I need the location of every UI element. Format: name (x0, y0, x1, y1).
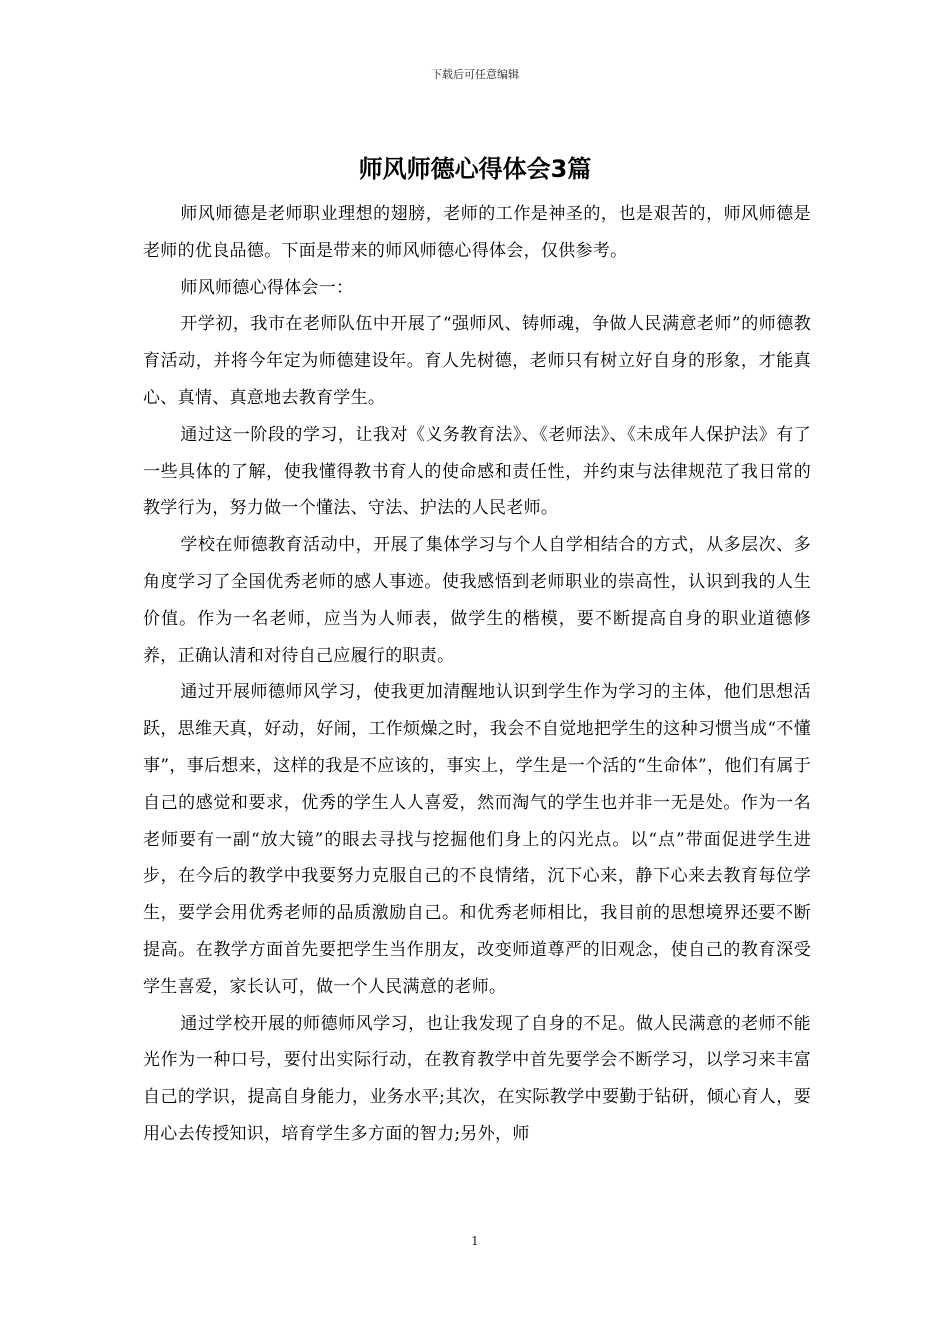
paragraph: 通过学校开展的师德师风学习，也让我发现了自身的不足。做人民满意的老师不能光作为一种口号，要付出实际行动，在教育教学中首先要学会不断学习，以学习来丰富自己的学识，提高自身能力，业务水平;其次，在实际教学中要勤于钻研，倾心育人，要用心去传授知识，培育学生多方面的智力;另外，师 (143, 1013, 811, 1144)
paragraph: 通过开展师德师风学习，使我更加清醒地认识到学生作为学习的主体，他们思想活跃，思维天真，好动，好闹，工作烦燥之时，我会不自觉地把学生的这种习惯当成“不懂事”，事后想来，这样的我是不应该的，事实上，学生是一个活的“生命体”，他们有属于自己的感觉和要求，优秀的学生人人喜爱，然而淘气的学生也并非一无是处。作为一名老师要有一副“放大镜”的眼去寻找与挖掘他们身上的闪光点。以“点”带面促进学生进步，在今后的教学中我要努力克服自己的不良情绪，沉下心来，静下心来去教育每位学生，要学会用优秀老师的品质激励自己。和优秀老师相比，我目前的思想境界还要不断提高。在教学方面首先要把学生当作朋友，改变师道尊严的旧观念，使自己的教育深受学生喜爱，家长认可，做一个人民满意的老师。 (143, 682, 811, 997)
document-body (143, 196, 811, 1153)
document-title: 师风师德心得体会3篇 (358, 155, 592, 183)
page-number: 1 (471, 1234, 479, 1248)
paragraph: 学校在师德教育活动中，开展了集体学习与个人自学相结合的方式，从多层次、多角度学习了全国优秀老师的感人事迹。使我感悟到老师职业的崇高性，认识到我的人生价值。作为一名老师，应当为人师表，做学生的楷模，要不断提高自身的职业道德修养，正确认清和对待自己应履行的职责。 (143, 535, 811, 666)
paragraph-section-heading: 师风师德心得体会一： (180, 277, 354, 298)
paragraph: 通过这一阶段的学习，让我对《义务教育法》、《老师法》、《未成年人保护法》有了一些具体的了解，使我懂得教书育人的使命感和责任性，并约束与法律规范了我日常的教学行为，努力做一个懂法、守法、护法的人民老师。 (143, 424, 811, 519)
header-note: 下载后可任意编辑 (431, 68, 519, 81)
paragraph-intro: 师风师德是老师职业理想的翅膀，老师的工作是神圣的，也是艰苦的，师风师德是老师的优良品德。下面是带来的师风师德心得体会，仅供参考。 (143, 204, 811, 261)
paragraph: 开学初，我市在老师队伍中开展了“强师风、铸师魂，争做人民满意老师”的师德教育活动，并将今年定为师德建设年。育人先树德，老师只有树立好自身的形象，才能真心、真情、真意地去教育学生。 (143, 314, 811, 408)
